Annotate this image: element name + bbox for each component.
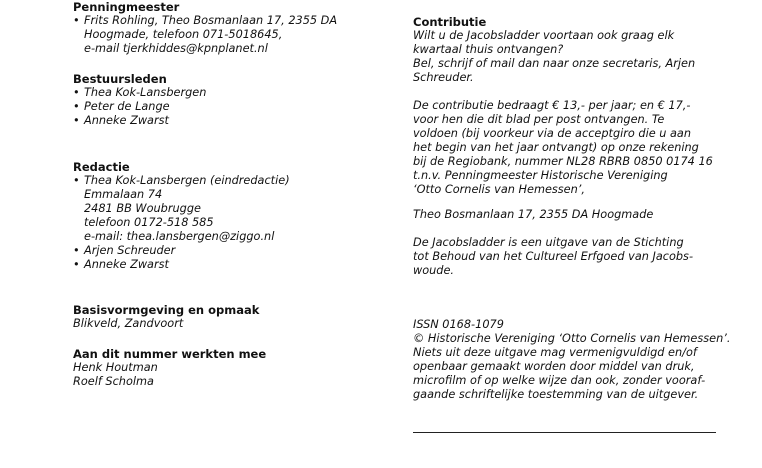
colofon-section — [413, 318, 730, 402]
redactie-section — [73, 160, 290, 272]
uitgave-line: tot Behoud van het Cultureel Erfgoed van Jacobs- — [413, 250, 694, 263]
contributie-bedrag-line: De contributie bedraagt € 13,- per jaar; en € 17,- — [413, 99, 691, 112]
basisvormgeving-section — [73, 303, 259, 331]
penningmeester-adres-paragraph — [413, 208, 653, 222]
redactie-line: • Thea Kok-Lansbergen (eindredactie) — [73, 174, 290, 188]
colofon-line: Niets uit deze uitgave mag vermenigvuldigd en/of — [413, 346, 697, 359]
redactie-line: Emmalaan 74 — [84, 188, 163, 201]
penningmeester-line: Hoogmade, telefoon 071-5018645, — [84, 28, 283, 41]
contributie-bedrag-line: bij de Regiobank, nummer NL28 RBRB 0850 0174 16 — [413, 155, 713, 168]
contributie-line: Bel, schrijf of mail dan naar onze secretaris, Arjen — [413, 57, 696, 70]
penningmeester-section — [73, 0, 337, 56]
bestuurslid-item: • Thea Kok-Lansbergen — [73, 86, 206, 100]
bestuursleden-heading: Bestuursleden — [73, 72, 167, 86]
redactie-heading: Redactie — [73, 160, 130, 174]
contributie-section — [413, 15, 695, 85]
contributie-heading: Contributie — [413, 15, 487, 29]
colofon-line: openbaar gemaakt worden door middel van druk, — [413, 360, 695, 373]
bestuurslid-item: • Anneke Zwarst — [73, 114, 206, 128]
medewerker-name: Roelf Scholma — [73, 375, 154, 388]
penningmeester-adres: Theo Bosmanlaan 17, 2355 DA Hoogmade — [413, 208, 654, 221]
basisvormgeving-text: Blikveld, Zandvoort — [73, 317, 184, 330]
colofon-line: gaande schriftelijke toestemming van de uitgever. — [413, 388, 699, 401]
uitgave-paragraph — [413, 236, 693, 278]
contributie-bedrag-line: ‘Otto Cornelis van Hemessen’, — [413, 183, 585, 196]
contributie-bedrag-line: voor hen die dit blad per post ontvangen. Te — [413, 113, 665, 126]
contributie-line: Wilt u de Jacobsladder voortaan ook graag elk — [413, 29, 675, 42]
issn-line: ISSN 0168-1079 — [413, 318, 504, 331]
bestuursleden-section — [73, 72, 206, 128]
contributie-bedrag-line: voldoen (bij voorkeur via de acceptgiro die u aan — [413, 127, 692, 140]
uitgave-line: De Jacobsladder is een uitgave van de Stichting — [413, 236, 684, 249]
redactie-line: • Arjen Schreuder — [73, 244, 290, 258]
penningmeester-heading: Penningmeester — [73, 0, 180, 14]
medewerkers-heading: Aan dit nummer werkten mee — [73, 347, 267, 361]
redactie-line: • Anneke Zwarst — [73, 258, 290, 272]
contributie-line: kwartaal thuis ontvangen? — [413, 43, 564, 56]
copyright-line: © Historische Vereniging ‘Otto Cornelis van Hemessen’. — [413, 332, 731, 345]
medewerker-name: Henk Houtman — [73, 361, 158, 374]
contributie-bedrag-line: t.n.v. Penningmeester Historische Vereniging — [413, 169, 668, 182]
contributie-line: Schreuder. — [413, 71, 474, 84]
penningmeester-line: • Frits Rohling, Theo Bosmanlaan 17, 2355 DA — [73, 14, 337, 28]
bestuurslid-item: • Peter de Lange — [73, 100, 206, 114]
medewerkers-section — [73, 347, 266, 389]
basisvormgeving-heading: Basisvormgeving en opmaak — [73, 303, 260, 317]
contributie-bedrag-paragraph — [413, 99, 713, 197]
penningmeester-line: e-mail tjerkhiddes@kpnplanet.nl — [84, 42, 268, 55]
contributie-bedrag-line: het begin van het jaar ontvangt) op onze rekening — [413, 141, 699, 154]
bottom-rule-divider — [413, 432, 716, 433]
redactie-line: telefoon 0172-518 585 — [84, 216, 214, 229]
colofon-line: microfilm of op welke wijze dan ook, zonder vooraf- — [413, 374, 706, 387]
redactie-email: e-mail: thea.lansbergen@ziggo.nl — [84, 230, 275, 243]
uitgave-line: woude. — [413, 264, 455, 277]
redactie-line: 2481 BB Woubrugge — [84, 202, 201, 215]
